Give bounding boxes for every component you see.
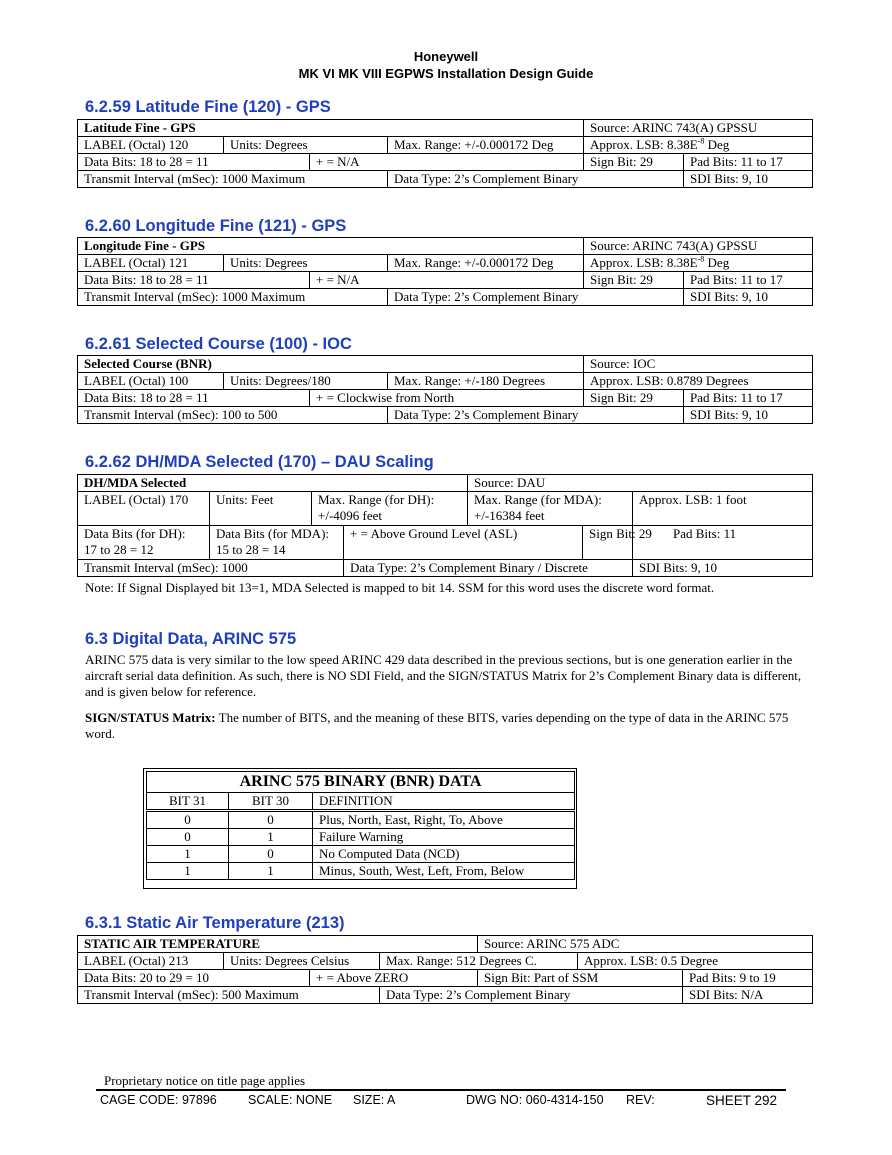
label-plus-meaning: + = Clockwise from North <box>310 390 584 407</box>
label-table-6-2-62 <box>77 474 813 577</box>
label-octal: LABEL (Octal) 213 <box>78 953 224 970</box>
label-data-type: Data Type: 2’s Complement Binary <box>388 407 684 424</box>
label-sign-bit: Sign Bit: 29 <box>584 390 684 407</box>
label-data-type: Data Type: 2’s Complement Binary <box>380 987 683 1004</box>
section-title-6-2-62: 6.2.62 DH/MDA Selected (170) – DAU Scaling <box>85 453 434 471</box>
label-units: Units: Feet <box>210 492 312 526</box>
label-octal: LABEL (Octal) 120 <box>78 137 224 154</box>
label-plus-meaning: + = N/A <box>310 154 584 171</box>
label-data-bits-mda: Data Bits (for MDA): 15 to 28 = 14 <box>210 526 344 560</box>
paragraph-arinc-575-intro: ARINC 575 data is very similar to the low speed ARINC 429 data described in the previous sections, but is one generation earlier in the aircraft serial data definition. As such, there is NO SDI Field, and the SIGN/STATUS Matrix for 2’s Complement Binary data is different, and is given below for reference. <box>85 652 802 699</box>
label-transmit-interval: Transmit Interval (mSec): 100 to 500 <box>78 407 388 424</box>
table-row-cell: 1 <box>147 846 229 863</box>
label-data-bits: Data Bits: 20 to 29 = 10 <box>78 970 310 987</box>
label-range: Max. Range: +/-180 Degrees <box>388 373 584 390</box>
table-row-cell: 0 <box>147 829 229 846</box>
section-title-6-2-61: 6.2.61 Selected Course (100) - IOC <box>85 335 352 353</box>
label-data-type: Data Type: 2’s Complement Binary <box>388 171 684 188</box>
bnr-table-title: ARINC 575 BINARY (BNR) DATA <box>147 772 575 793</box>
label-pad-bits: Pad Bits: 11 to 17 <box>684 154 813 171</box>
label-table-6-2-59 <box>77 119 813 188</box>
section-title-6-3: 6.3 Digital Data, ARINC 575 <box>85 630 297 648</box>
section-title-6-2-60: 6.2.60 Longitude Fine (121) - GPS <box>85 217 347 235</box>
label-source: Source: ARINC 743(A) GPSSU <box>584 120 813 137</box>
label-units: Units: Degrees <box>224 255 388 272</box>
bnr-header-definition: DEFINITION <box>313 793 575 811</box>
label-name: STATIC AIR TEMPERATURE <box>78 936 478 953</box>
bnr-table <box>146 771 575 880</box>
label-table-6-3-1 <box>77 935 813 1004</box>
table-row-cell: 1 <box>229 863 313 880</box>
label-range: Max. Range: +/-0.000172 Deg <box>388 255 584 272</box>
label-lsb: Approx. LSB: $8.38E^{-8}$ Deg <box>584 137 813 154</box>
drawing-number: DWG NO: 060-4314-150 <box>466 1093 604 1107</box>
label-source: Source: IOC <box>584 356 813 373</box>
label-pad-bits: Pad Bits: 11 to 17 <box>684 390 813 407</box>
label-range-mda: Max. Range (for MDA): +/-16384 feet <box>468 492 633 526</box>
label-lsb: Approx. LSB: 1 foot <box>633 492 813 526</box>
label-sign-bit: Sign Bit: Part of SSM <box>478 970 683 987</box>
label-data-bits: Data Bits: 18 to 28 = 11 <box>78 272 310 289</box>
label-data-type: Data Type: 2’s Complement Binary / Discrete <box>344 560 633 577</box>
document-title: MK VI MK VIII EGPWS Installation Design Guide <box>298 66 594 81</box>
label-range: Max. Range: 512 Degrees C. <box>380 953 578 970</box>
section-title-6-2-59: 6.2.59 Latitude Fine (120) - GPS <box>85 98 331 116</box>
table-row-cell: 1 <box>229 829 313 846</box>
label-data-type: Data Type: 2’s Complement Binary <box>388 289 684 306</box>
label-data-bits-dh: Data Bits (for DH): 17 to 28 = 12 <box>78 526 210 560</box>
label-sign-bit: Sign Bit: 29 <box>584 272 684 289</box>
proprietary-notice: Proprietary notice on title page applies <box>104 1073 306 1088</box>
table-row-cell: Failure Warning <box>313 829 575 846</box>
label-lsb: Approx. LSB: 0.8789 Degrees <box>584 373 813 390</box>
label-sdi-bits: SDI Bits: 9, 10 <box>684 407 813 424</box>
label-sdi-bits: SDI Bits: 9, 10 <box>684 171 813 188</box>
note-6-2-62: Note: If Signal Displayed bit 13=1, MDA Selected is mapped to bit 14. SSM for this word uses the discrete word format. <box>85 580 715 595</box>
label-sdi-bits: SDI Bits: 9, 10 <box>633 560 813 577</box>
label-plus-meaning: + = Above ZERO <box>310 970 478 987</box>
label-octal: LABEL (Octal) 170 <box>78 492 210 526</box>
label-source: Source: ARINC 575 ADC <box>478 936 813 953</box>
label-data-bits: Data Bits: 18 to 28 = 11 <box>78 390 310 407</box>
label-name: Longitude Fine - GPS <box>78 238 584 255</box>
bnr-header-bit30: BIT 30 <box>229 793 313 811</box>
paragraph-sign-status: SIGN/STATUS Matrix: The number of BITS, and the meaning of these BITS, varies depending on the type of data in the ARINC 575 word. <box>85 710 789 741</box>
label-sdi-bits: SDI Bits: 9, 10 <box>684 289 813 306</box>
label-transmit-interval: Transmit Interval (mSec): 1000 <box>78 560 344 577</box>
label-pad-bits: Pad Bits: 11 <box>633 526 813 560</box>
table-row-cell: Plus, North, East, Right, To, Above <box>313 811 575 829</box>
label-transmit-interval: Transmit Interval (mSec): 1000 Maximum <box>78 171 388 188</box>
table-row-cell: 0 <box>229 811 313 829</box>
label-range-dh: Max. Range (for DH): +/-4096 feet <box>312 492 468 526</box>
footer-divider <box>96 1089 786 1091</box>
bnr-header-bit31: BIT 31 <box>147 793 229 811</box>
table-row-cell: 0 <box>229 846 313 863</box>
sheet-number: SHEET 292 <box>706 1093 778 1108</box>
label-pad-bits: Pad Bits: 11 to 17 <box>684 272 813 289</box>
label-octal: LABEL (Octal) 121 <box>78 255 224 272</box>
label-source: Source: DAU <box>468 475 813 492</box>
size: SIZE: A <box>353 1093 396 1107</box>
revision: REV: <box>626 1093 655 1107</box>
table-row-cell: No Computed Data (NCD) <box>313 846 575 863</box>
section-title-6-3-1: 6.3.1 Static Air Temperature (213) <box>85 914 345 932</box>
scale: SCALE: NONE <box>248 1093 333 1107</box>
label-sign-bit: Sign Bit: 29 <box>583 526 633 560</box>
label-pad-bits: Pad Bits: 9 to 19 <box>683 970 813 987</box>
label-sign-bit: Sign Bit: 29 <box>584 154 684 171</box>
table-row-cell: 1 <box>147 863 229 880</box>
label-lsb: Approx. LSB: $8.38E^{-8}$ Deg <box>584 255 813 272</box>
label-lsb: Approx. LSB: 0.5 Degree <box>578 953 813 970</box>
cage-code: CAGE CODE: 97896 <box>100 1093 217 1107</box>
label-range: Max. Range: +/-0.000172 Deg <box>388 137 584 154</box>
label-plus-meaning: + = N/A <box>310 272 584 289</box>
label-units: Units: Degrees <box>224 137 388 154</box>
label-plus-meaning: + = Above Ground Level (ASL) <box>344 526 583 560</box>
company-name: Honeywell <box>413 49 479 64</box>
label-name: Selected Course (BNR) <box>78 356 584 373</box>
table-row-cell: Minus, South, West, Left, From, Below <box>313 863 575 880</box>
label-data-bits: Data Bits: 18 to 28 = 11 <box>78 154 310 171</box>
label-sdi-bits: SDI Bits: N/A <box>683 987 813 1004</box>
label-source: Source: ARINC 743(A) GPSSU <box>584 238 813 255</box>
label-octal: LABEL (Octal) 100 <box>78 373 224 390</box>
label-table-6-2-61 <box>77 355 813 424</box>
label-transmit-interval: Transmit Interval (mSec): 1000 Maximum <box>78 289 388 306</box>
label-units: Units: Degrees Celsius <box>224 953 380 970</box>
label-name: Latitude Fine - GPS <box>78 120 584 137</box>
label-name: DH/MDA Selected <box>78 475 468 492</box>
table-row-cell: 0 <box>147 811 229 829</box>
label-units: Units: Degrees/180 <box>224 373 388 390</box>
label-table-6-2-60 <box>77 237 813 306</box>
label-transmit-interval: Transmit Interval (mSec): 500 Maximum <box>78 987 380 1004</box>
